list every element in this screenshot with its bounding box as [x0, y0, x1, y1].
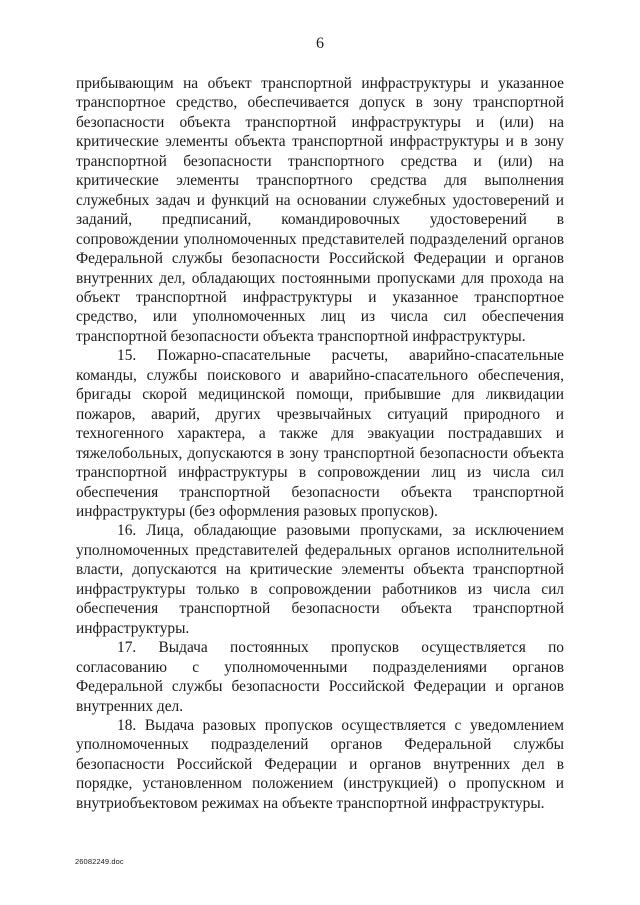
paragraph-18: 18. Выдача разовых пропусков осуществляется с уведомлением уполномоченных подразделений органов Федеральной службы безопасности Российской Федерации и органов внутренних дел в порядке, установленном положением (инструкцией) о пропускном и внутриобъектовом режимах на объекте транспортной инфраструктуры. [76, 716, 564, 812]
paragraph-continuation: прибывающим на объект транспортной инфраструктуры и указанное транспортное средство, обеспечивается допуск в зону транспортной безопасности объекта транспортной инфраструктуры и (или) на критические элементы объекта транспортной инфраструктуры и в зону транспортной безопасности транспортного средства и (или) на критические элементы транспортного средства для выполнения служебных задач и функций на основании служебных удостоверений и заданий, предписаний, командировочных удостоверений в сопровождении уполномоченных представителей подразделений органов Федеральной службы безопасности Российской Федерации и органов внутренних дел, обладающих постоянными пропусками для прохода на объект транспортной инфраструктуры и указанное транспортное средство, или уполномоченных лиц из числа сил обеспечения транспортной безопасности объекта транспортной инфраструктуры. [76, 75, 564, 345]
page-number: 6 [316, 35, 324, 52]
paragraph-17: 17. Выдача постоянных пропусков осуществляется по согласованию с уполномоченными подразделениями органов Федеральной службы безопасности Российской Федерации и органов внутренних дел. [76, 639, 564, 715]
document-file-id: 26082249.doc [75, 857, 124, 866]
paragraph-16: 16. Лица, обладающие разовыми пропусками, за исключением уполномоченных представителей федеральных органов исполнительной власти, допускаются на критические элементы объекта транспортной инфраструктуры только в сопровождении работников из числа сил обеспечения транспортной безопасности объекта транспортной инфраструктуры. [76, 522, 564, 637]
paragraph-15: 15. Пожарно-спасательные расчеты, аварийно-спасательные команды, службы поискового и аварийно-спасательного обеспечения, бригады скорой медицинской помощи, прибывшие для ликвидации пожаров, аварий, других чрезвычайных ситуаций природного и техногенного характера, а также для эвакуации пострадавших и тяжелобольных, допускаются в зону транспортной безопасности объекта транспортной инфраструктуры в сопровождении лиц из числа сил обеспечения транспортной безопасности объекта транспортной инфраструктуры (без оформления разовых пропусков). [76, 347, 564, 520]
document-body [76, 74, 564, 813]
